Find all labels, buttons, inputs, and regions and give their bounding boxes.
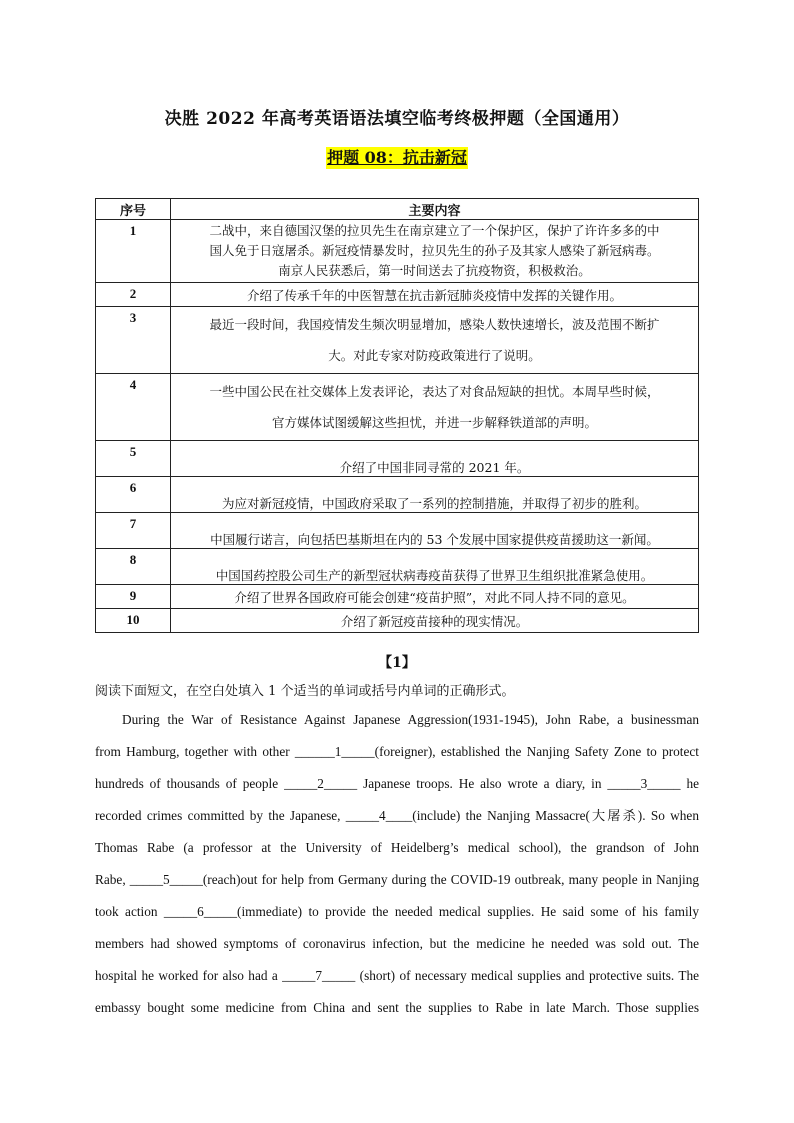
passage <box>95 704 699 1024</box>
row-number: 5 <box>96 441 171 477</box>
row-content-line: 南京人民获悉后，第一时间送去了抗疫物资，积极救治。 <box>278 263 591 278</box>
passage-line: hundreds of thousands of people _____2_____ Japanese troops. He also wrote a diary, in _____3_____ he <box>95 776 699 791</box>
passage-line: Rabe, _____5_____(reach)out for help from Germany during the COVID-19 outbreak, many people in Nanjing <box>95 872 699 887</box>
row-content <box>171 220 699 283</box>
table-row <box>96 283 699 307</box>
row-number: 2 <box>96 283 171 307</box>
row-content-line: 国人免于日寇屠杀。新冠疫情暴发时，拉贝先生的孙子及其家人感染了新冠病毒。 <box>209 243 660 258</box>
row-number: 3 <box>96 307 171 374</box>
row-number: 6 <box>96 477 171 513</box>
passage-line: hospital he worked for also had a _____7_____ (short) of necessary medical supplies and protective suits. The <box>95 968 699 983</box>
table-row <box>96 441 699 477</box>
row-content-line: 一些中国公民在社交媒体上发表评论，表达了对食品短缺的担忧。本周早些时候， <box>209 384 660 399</box>
row-content: 介绍了中国非同寻常的 2021 年。 <box>171 441 699 477</box>
row-number: 10 <box>96 609 171 633</box>
row-content <box>171 374 699 441</box>
section-label: 【1】 <box>378 655 416 671</box>
page-subtitle: 押题 08：抗击新冠 <box>327 148 467 167</box>
row-content <box>171 307 699 374</box>
subtitle-wrap <box>0 147 794 169</box>
row-content: 介绍了新冠疫苗接种的现实情况。 <box>171 609 699 633</box>
table-row <box>96 374 699 441</box>
row-content: 中国履行诺言，向包括巴基斯坦在内的 53 个发展中国家提供疫苗援助这一新闻。 <box>171 513 699 549</box>
row-content-line: 大。对此专家对防疫政策进行了说明。 <box>328 348 541 363</box>
passage-line: from Hamburg, together with other ______1_____(foreigner), established the Nanjing Safety Zone to protect <box>95 744 699 759</box>
topic-table <box>95 198 699 633</box>
row-content: 介绍了世界各国政府可能会创建“疫苗护照”，对此不同人持不同的意见。 <box>171 585 699 609</box>
table-row <box>96 585 699 609</box>
table-row <box>96 549 699 585</box>
passage-line: took action _____6_____(immediate) to provide the needed medical supplies. He said some of his family <box>95 904 699 919</box>
row-content-line: 官方媒体试图缓解这些担忧，并进一步解释铁道部的声明。 <box>271 415 597 430</box>
passage-line: members had showed symptoms of coronavirus infection, but the medicine he needed was sold out. The <box>95 936 699 951</box>
row-number: 7 <box>96 513 171 549</box>
header-number: 序号 <box>96 199 171 220</box>
row-content: 为应对新冠疫情，中国政府采取了一系列的控制措施，并取得了初步的胜利。 <box>171 477 699 513</box>
passage-line: During the War of Resistance Against Japanese Aggression(1931-1945), John Rabe, a businessman <box>122 712 699 727</box>
header-content: 主要内容 <box>171 199 699 220</box>
table-row <box>96 513 699 549</box>
exercise-instruction: 阅读下面短文，在空白处填入 1 个适当的单词或括号内单词的正确形式。 <box>95 684 515 699</box>
passage-line: recorded crimes committed by the Japanese, _____4____(include) the Nanjing Massacre(大屠杀). So when <box>95 808 699 823</box>
row-number: 9 <box>96 585 171 609</box>
passage-line: Thomas Rabe (a professor at the University of Heidelberg’s medical school), the grandson of John <box>95 840 699 855</box>
table-row <box>96 477 699 513</box>
row-number: 1 <box>96 220 171 283</box>
table-header-row <box>96 199 699 220</box>
row-content-line: 二战中，来自德国汉堡的拉贝先生在南京建立了一个保护区，保护了许许多多的中 <box>209 223 660 238</box>
row-content-line: 最近一段时间，我国疫情发生频次明显增加，感染人数快速增长，波及范围不断扩 <box>209 317 660 332</box>
row-number: 8 <box>96 549 171 585</box>
table-row <box>96 609 699 633</box>
table-row <box>96 220 699 283</box>
row-content: 中国国药控股公司生产的新型冠状病毒疫苗获得了世界卫生组织批准紧急使用。 <box>171 549 699 585</box>
row-number: 4 <box>96 374 171 441</box>
row-content: 介绍了传承千年的中医智慧在抗击新冠肺炎疫情中发挥的关键作用。 <box>171 283 699 307</box>
page-title: 决胜 2022 年高考英语语法填空临考终极押题（全国通用） <box>164 109 630 129</box>
table-row <box>96 307 699 374</box>
passage-line: embassy bought some medicine from China and sent the supplies to Rabe in late March. Those supplies <box>95 1000 699 1015</box>
